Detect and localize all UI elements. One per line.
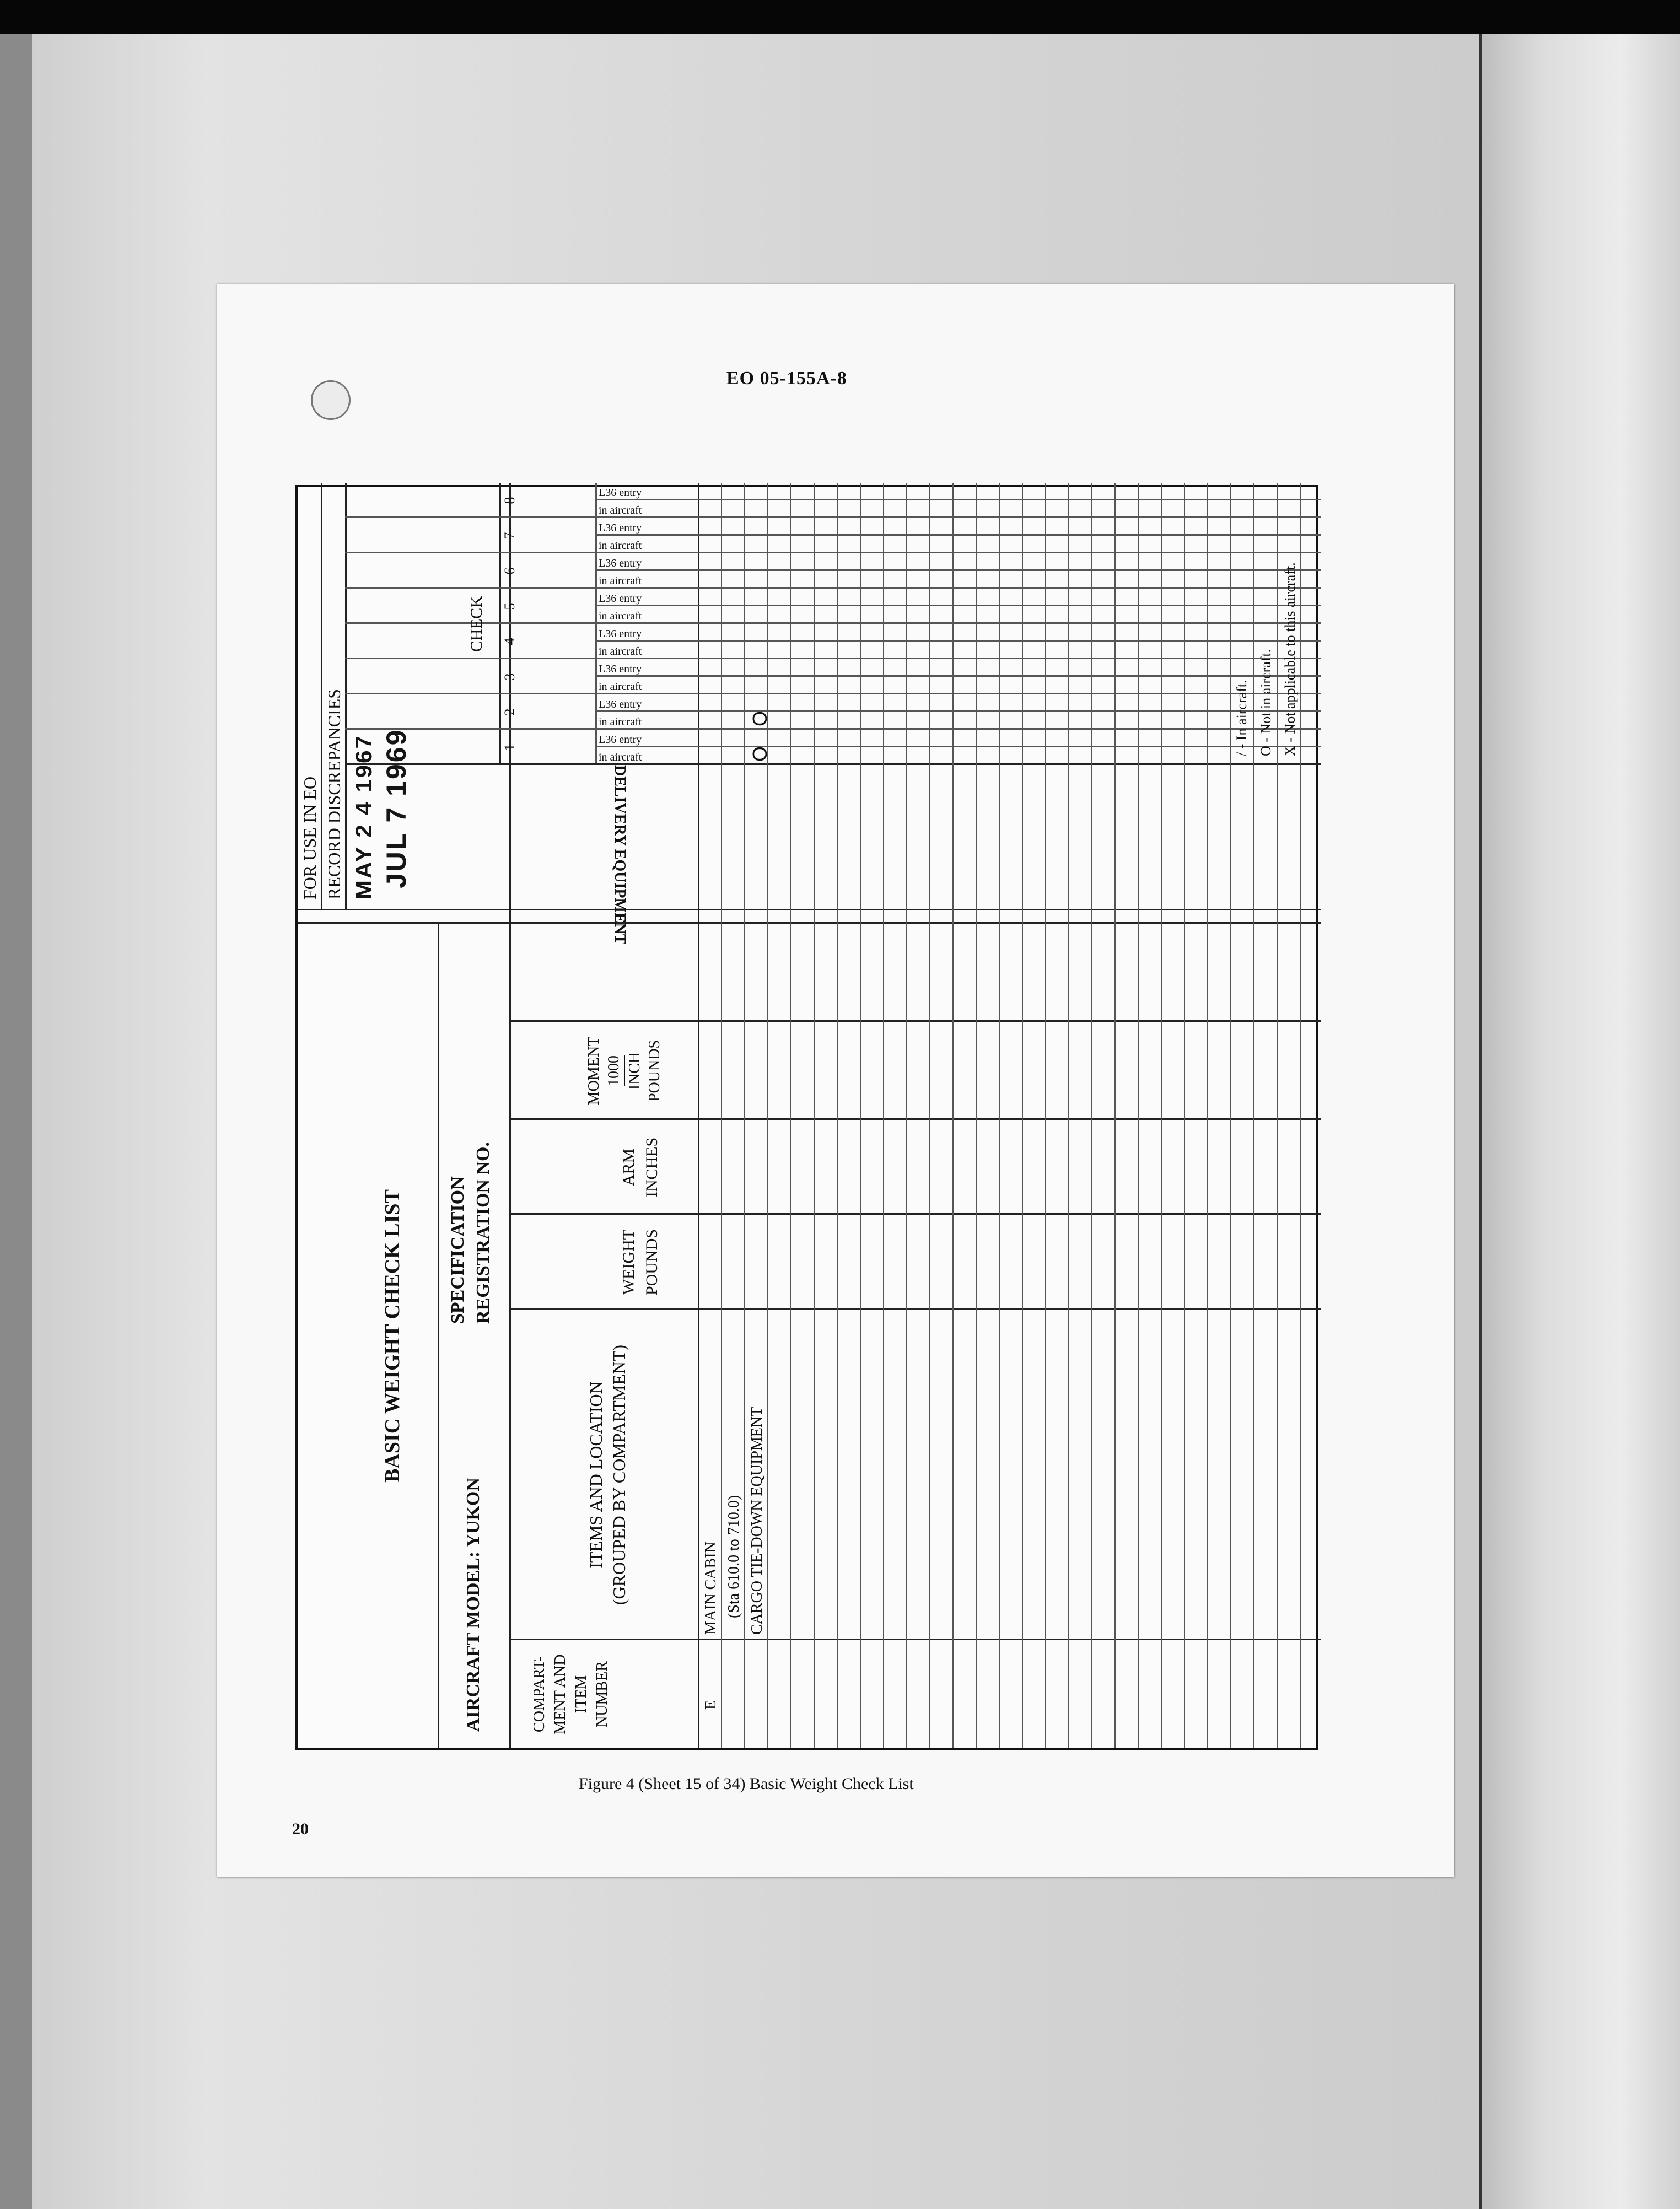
- row-rule: [976, 483, 977, 1748]
- row-rule: [860, 483, 861, 1748]
- row-rule: [790, 483, 791, 1748]
- row-rule: [952, 483, 954, 1748]
- check-3-in-aircraft: in aircraft: [599, 681, 642, 693]
- row-rule: [883, 483, 884, 1748]
- row-rule: [1207, 483, 1208, 1748]
- scan-top-band: [0, 0, 1680, 34]
- record-discrepancies: RECORD DISCREPANCIES: [324, 688, 344, 899]
- date-stamp-2: JUL 7 1969: [381, 728, 412, 888]
- row-rule: [1091, 483, 1092, 1748]
- check-number-2: 2: [502, 708, 518, 716]
- basic-weight-check-list-form: [295, 485, 1318, 1750]
- row-rule: [1230, 483, 1231, 1748]
- check-6-l36-entry: L36 entry: [599, 557, 642, 569]
- check-5-in-aircraft: in aircraft: [599, 610, 642, 622]
- row-rule: [1114, 483, 1116, 1748]
- row-1-compartment: E: [702, 1700, 719, 1710]
- record-divider: [345, 483, 347, 910]
- row-rule: [744, 483, 745, 1748]
- check-number-6: 6: [502, 567, 518, 575]
- check-mark-1: O: [749, 746, 771, 762]
- check-subcol: [595, 675, 1321, 677]
- header-weight: WEIGHT POUNDS: [620, 1229, 661, 1296]
- row-rule: [906, 483, 907, 1748]
- row-rule: [1022, 483, 1023, 1748]
- row-rule: [814, 483, 815, 1748]
- form-title: BASIC WEIGHT CHECK LIST: [381, 1189, 404, 1483]
- check-subcol: [595, 499, 1321, 500]
- check-5-l36-entry: L36 entry: [599, 592, 642, 605]
- check-number-8: 8: [502, 497, 518, 504]
- check-number-1: 1: [502, 743, 518, 751]
- check-1-in-aircraft: in aircraft: [599, 751, 642, 763]
- col-divider-compartment: [509, 1639, 1321, 1640]
- row-rule: [767, 483, 768, 1748]
- row-rule: [721, 483, 722, 1748]
- check-7-l36-entry: L36 entry: [599, 522, 642, 534]
- check-subcol: [595, 569, 1321, 571]
- row-rule: [837, 483, 838, 1748]
- row-3-item: CARGO TIE-DOWN EQUIPMENT: [749, 1407, 766, 1635]
- check-number-divider: [595, 483, 597, 765]
- right-edge-line: [1479, 34, 1482, 2209]
- legend-not-in-aircraft: O - Not in aircraft.: [1258, 649, 1274, 756]
- check-4-l36-entry: L36 entry: [599, 628, 642, 640]
- left-right-divider: [298, 922, 1321, 924]
- title-row-divider: [438, 924, 439, 1748]
- row-rule: [1184, 483, 1185, 1748]
- legend-in-aircraft: / - In aircraft.: [1234, 680, 1250, 756]
- row-rule: [1045, 483, 1046, 1748]
- column-header-bottom: [698, 483, 699, 1748]
- row-rule: [999, 483, 1000, 1748]
- row-rule: [1253, 483, 1254, 1748]
- check-8-in-aircraft: in aircraft: [599, 504, 642, 516]
- check-label-divider: [499, 483, 501, 765]
- row-rule: [1068, 483, 1069, 1748]
- header-delivery-equipment: DELIVERY EQUIPMENT: [611, 765, 628, 945]
- check-subcol: [595, 605, 1321, 606]
- legend-not-applicable: X - Not applicable to this aircraft.: [1282, 562, 1298, 756]
- for-use-in-eo: FOR USE IN EO: [300, 776, 320, 899]
- specification-label: SPECIFICATION: [448, 1176, 468, 1324]
- header-items: ITEMS AND LOCATION (GROUPED BY COMPARTMENT): [586, 1344, 629, 1605]
- check-4-in-aircraft: in aircraft: [599, 645, 642, 658]
- check-1-l36-entry: L36 entry: [599, 734, 642, 746]
- check-number-4: 4: [502, 638, 518, 645]
- row-rule: [1300, 483, 1301, 1748]
- check-3-l36-entry: L36 entry: [599, 663, 642, 675]
- row-1-item: MAIN CABIN: [702, 1542, 719, 1635]
- for-use-divider: [321, 483, 322, 910]
- row-rule: [1138, 483, 1139, 1748]
- check-2-in-aircraft: in aircraft: [599, 716, 642, 728]
- aircraft-model: AIRCRAFT MODEL: YUKON: [463, 1478, 483, 1732]
- punch-hole: [311, 380, 351, 420]
- check-number-7: 7: [502, 532, 518, 540]
- check-number-3: 3: [502, 673, 518, 681]
- check-8-l36-entry: L36 entry: [599, 487, 642, 499]
- check-subcol: [595, 640, 1321, 642]
- row-2-item: (Sta 610.0 to 710.0): [725, 1495, 742, 1618]
- header-moment: MOMENT 1000 INCH POUNDS: [585, 1036, 663, 1106]
- check-label: CHECK: [467, 596, 486, 652]
- check-mark-2: O: [749, 710, 771, 726]
- check-7-in-aircraft: in aircraft: [599, 540, 642, 552]
- check-6-in-aircraft: in aircraft: [599, 575, 642, 587]
- registration-label: REGISTRATION NO.: [473, 1142, 493, 1324]
- row-rule: [1277, 483, 1278, 1748]
- date-stamp-1: MAY 2 4 1967: [351, 734, 376, 899]
- check-subcol: [595, 746, 1321, 747]
- right-margin-strip: [1482, 34, 1680, 2209]
- row-rule: [929, 483, 930, 1748]
- check-subcol: [595, 710, 1321, 712]
- eo-number: EO 05-155A-8: [726, 368, 847, 389]
- check-number-5: 5: [502, 602, 518, 610]
- header-arm: ARM INCHES: [620, 1137, 661, 1198]
- check-subcol: [595, 534, 1321, 536]
- row-rule: [1161, 483, 1162, 1748]
- check-2-l36-entry: L36 entry: [599, 698, 642, 710]
- delivery-divider: [345, 763, 1321, 765]
- figure-caption: Figure 4 (Sheet 15 of 34) Basic Weight Check List: [579, 1775, 914, 1793]
- header-compartment: COMPART- MENT AND ITEM NUMBER: [531, 1654, 611, 1734]
- page-number: 20: [292, 1820, 309, 1838]
- left-right-divider-2: [298, 909, 1321, 910]
